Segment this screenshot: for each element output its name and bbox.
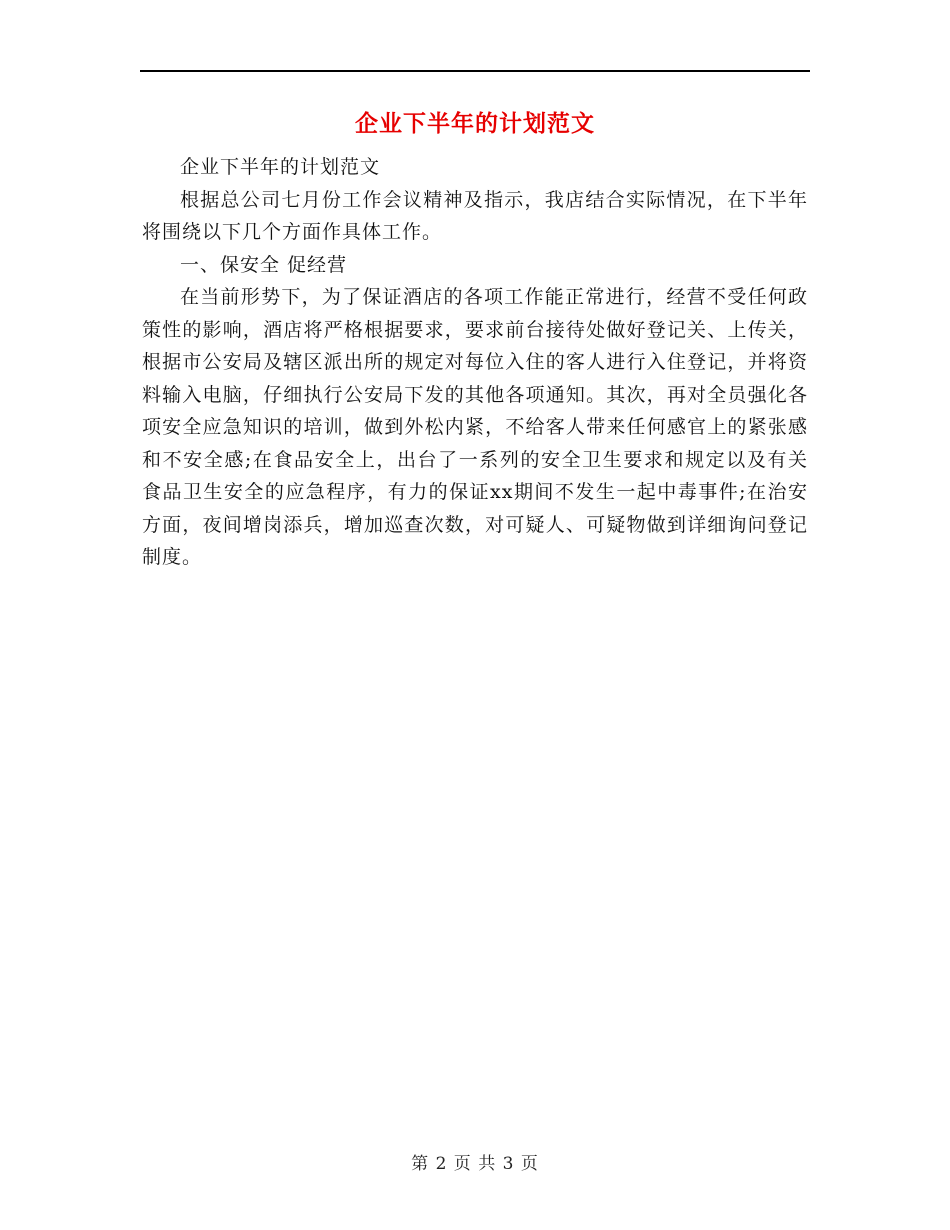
paragraph-subtitle: 企业下半年的计划范文 bbox=[180, 156, 381, 178]
paragraph-intro: 根据总公司七月份工作会议精神及指示，我店结合实际情况，在下半年将围绕以下几个方面作具体工作。 bbox=[142, 188, 808, 243]
paragraph-body: 在当前形势下，为了保证酒店的各项工作能正常进行，经营不受任何政策性的影响，酒店将严格根据要求，要求前台接待处做好登记关、上传关，根据市公安局及辖区派出所的规定对每位入住的客人进行入住登记，并将资料输入电脑，仔细执行公安局下发的其他各项通知。其次，再对全员强化各项安全应急知识的培训，做到外松内紧，不给客人带来任何感官上的紧张感和不安全感;在食品安全上，出台了一系列的安全卫生要求和规定以及有关食品卫生安全的应急程序，有力的保证xx期间不发生一起中毒事件;在治安方面，夜间增岗添兵，增加巡查次数，对可疑人、可疑物做到详细询问登记制度。 bbox=[142, 286, 808, 568]
page-number: 第 2 页 共 3 页 bbox=[411, 1154, 539, 1174]
document-body bbox=[142, 151, 808, 574]
document-title: 企业下半年的计划范文 bbox=[355, 111, 595, 137]
header-rule bbox=[140, 70, 810, 72]
section-heading: 一、保安全 促经营 bbox=[180, 253, 348, 276]
